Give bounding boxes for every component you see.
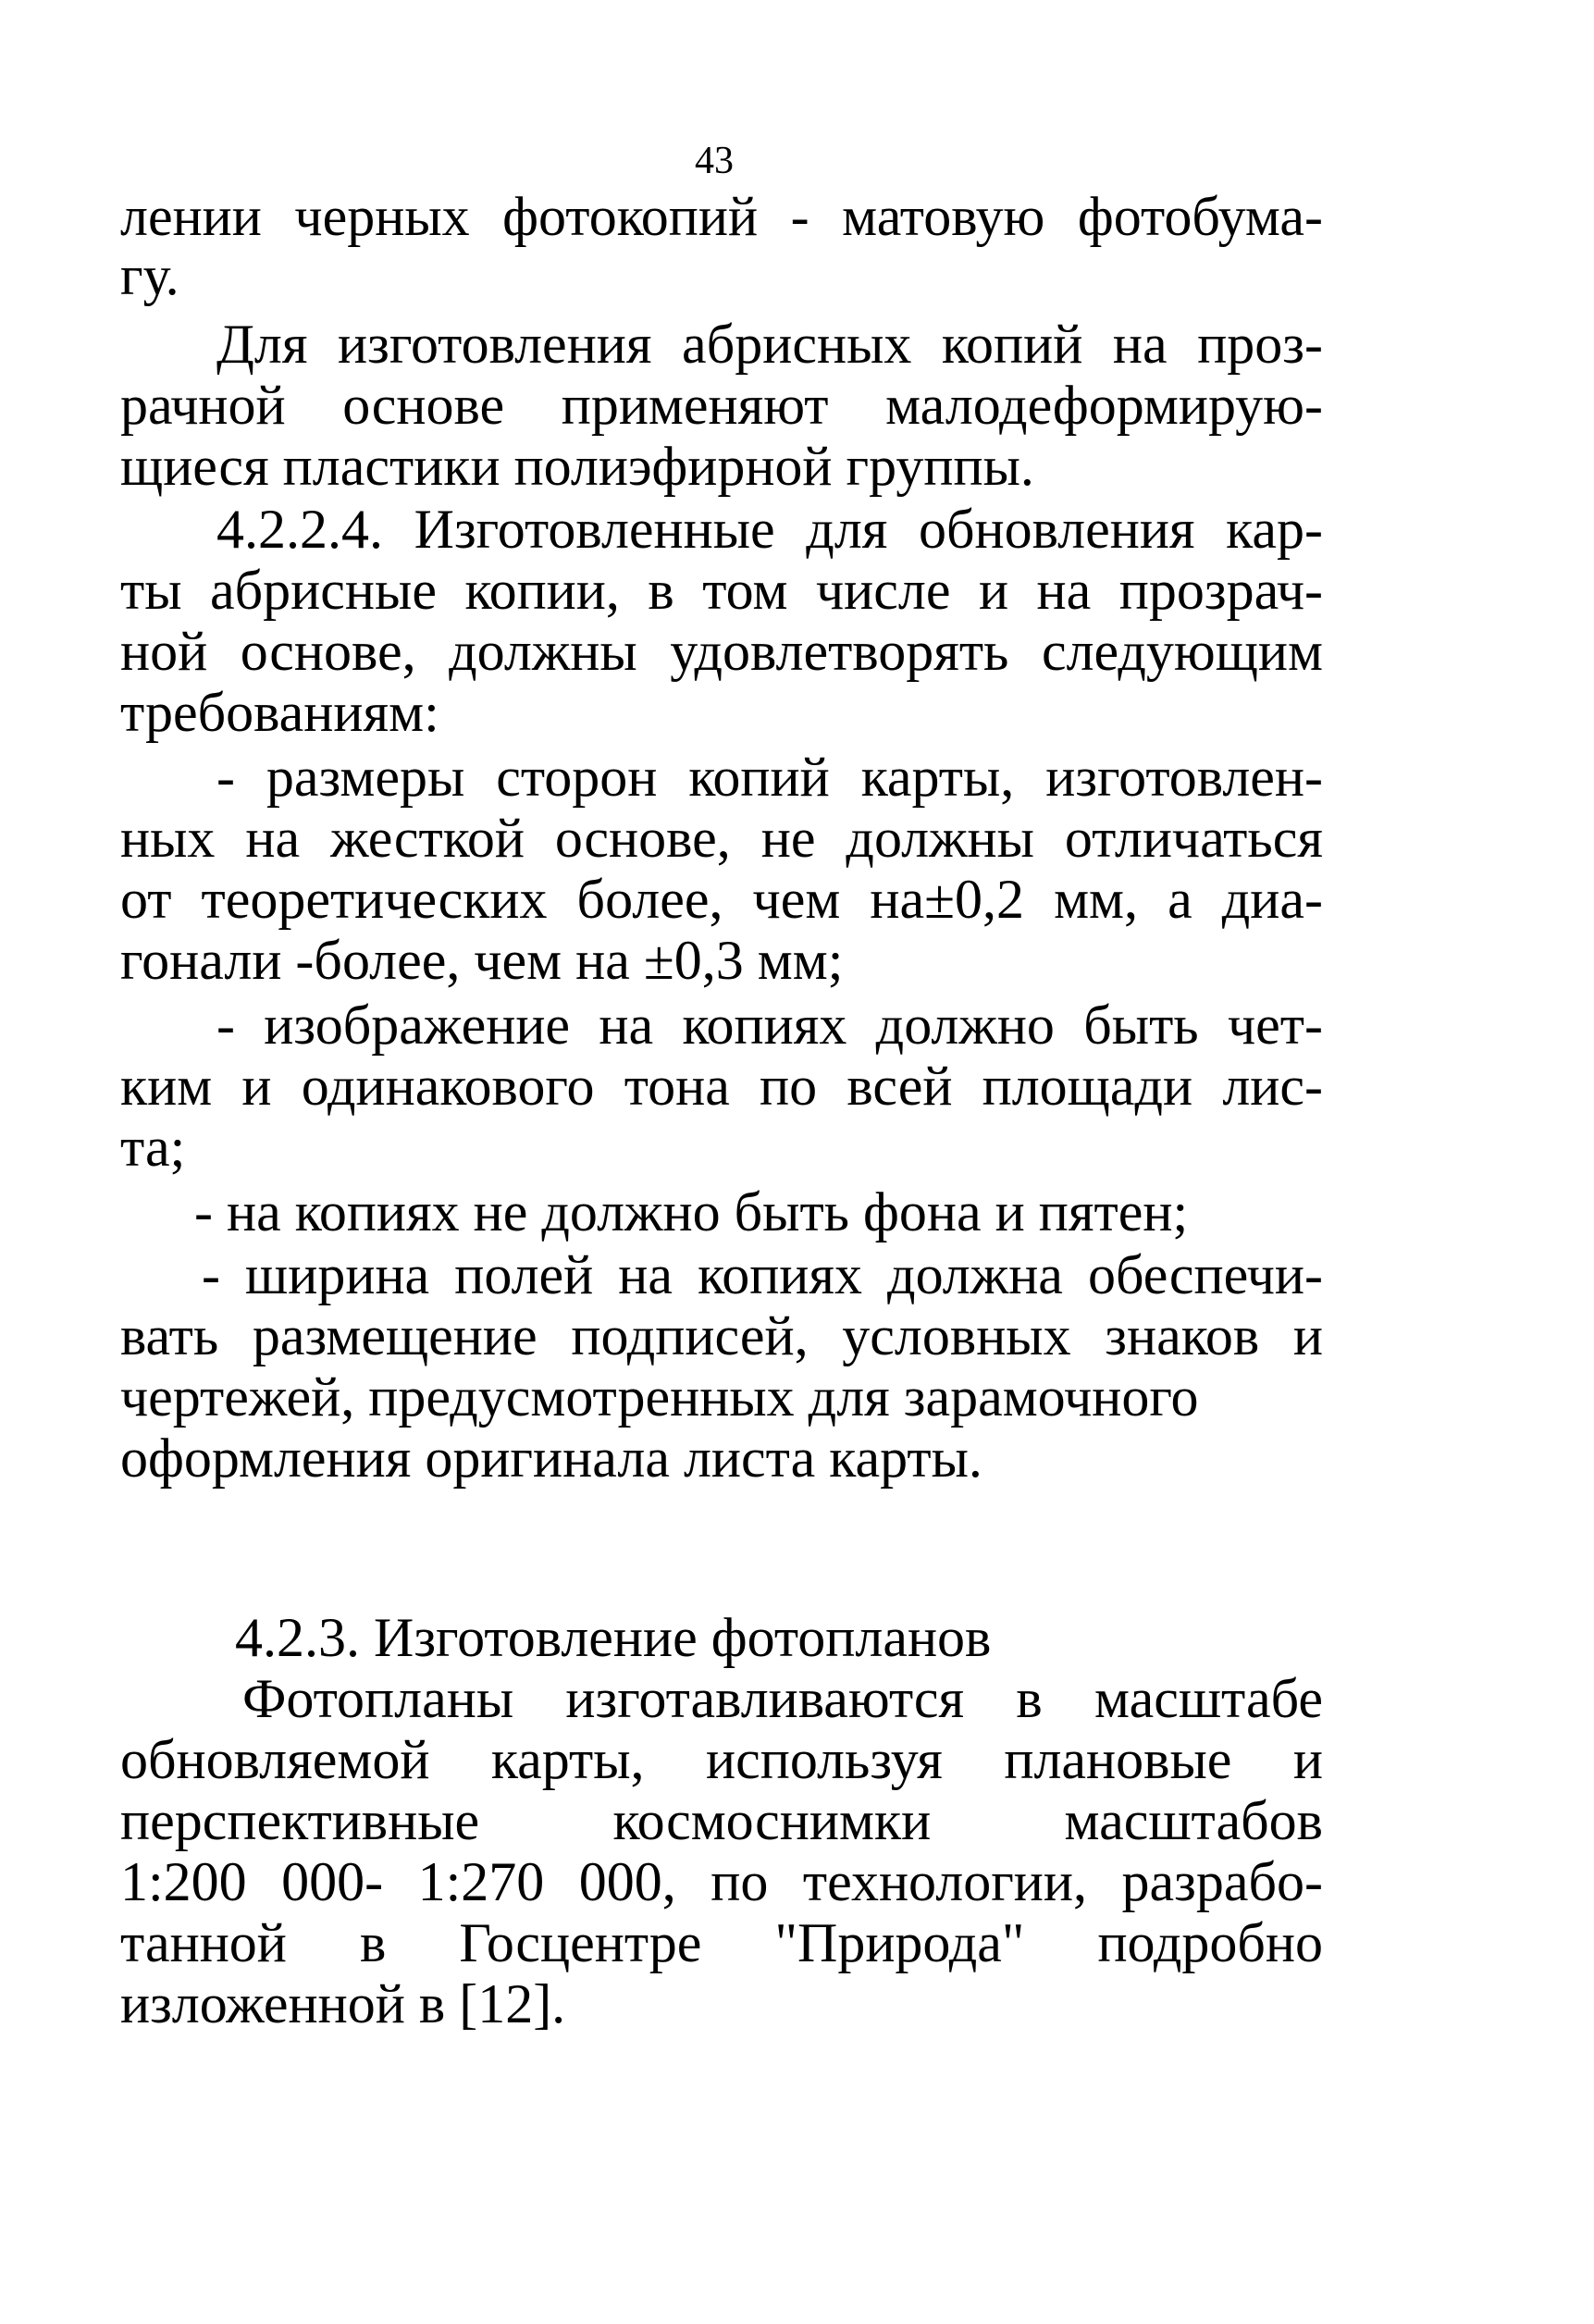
text-line: гу. [120,245,179,306]
text-line: вать размещение подписей, условных знаков и [120,1305,1323,1366]
page-number: 43 [695,140,734,182]
text-line: Для изготовления абрисных копий на проз- [216,314,1323,375]
text-line: требованиям: [120,682,439,743]
text-line: от теоретических более, чем на±0,2 мм, а диа- [120,869,1323,930]
list-item-line: - на копиях не должно быть фона и пятен; [194,1181,1189,1242]
text-line: танной в Госцентре "Природа" подробно [120,1912,1323,1973]
text-line: ким и одинакового тона по всей площади лис- [120,1056,1323,1117]
text-line: обновляемой карты, используя плановые и [120,1729,1323,1790]
section-heading: 4.2.3. Изготовление фотопланов [235,1607,992,1668]
text-line: перспективные космоснимки масштабов [120,1790,1323,1851]
text-line: гонали -более, чем на ±0,3 мм; [120,930,844,991]
text-line: ных на жесткой основе, не должны отличаться [120,808,1323,869]
list-item-line: - размеры сторон копий карты, изготовлен- [216,747,1323,808]
text-line: щиеся пластики полиэфирной группы. [120,436,1034,497]
text-line: лении черных фотокопий - матовую фотобума- [120,186,1323,247]
text-line: рачной основе применяют малодеформирую- [120,375,1323,436]
list-item-line: - ширина полей на копиях должна обеспечи- [202,1244,1323,1305]
text-line: ты абрисные копии, в том числе и на прозрач- [120,560,1323,621]
text-line: чертежей, предусмотренных для зарамочного [120,1366,1199,1428]
text-line: изложенной в [12]. [120,1973,566,2034]
text-line: ной основе, должны удовлетворять следующим [120,621,1323,682]
text-line: Фотопланы изготавливаются в масштабе [242,1668,1323,1729]
text-line: та; [120,1117,186,1178]
list-item-line: - изображение на копиях должно быть чет- [216,995,1323,1056]
text-line: оформления оригинала листа карты. [120,1428,982,1489]
text-line: 1:200 000- 1:270 000, по технологии, разрабо- [120,1851,1323,1912]
text-line: 4.2.2.4. Изготовленные для обновления кар- [216,499,1323,560]
